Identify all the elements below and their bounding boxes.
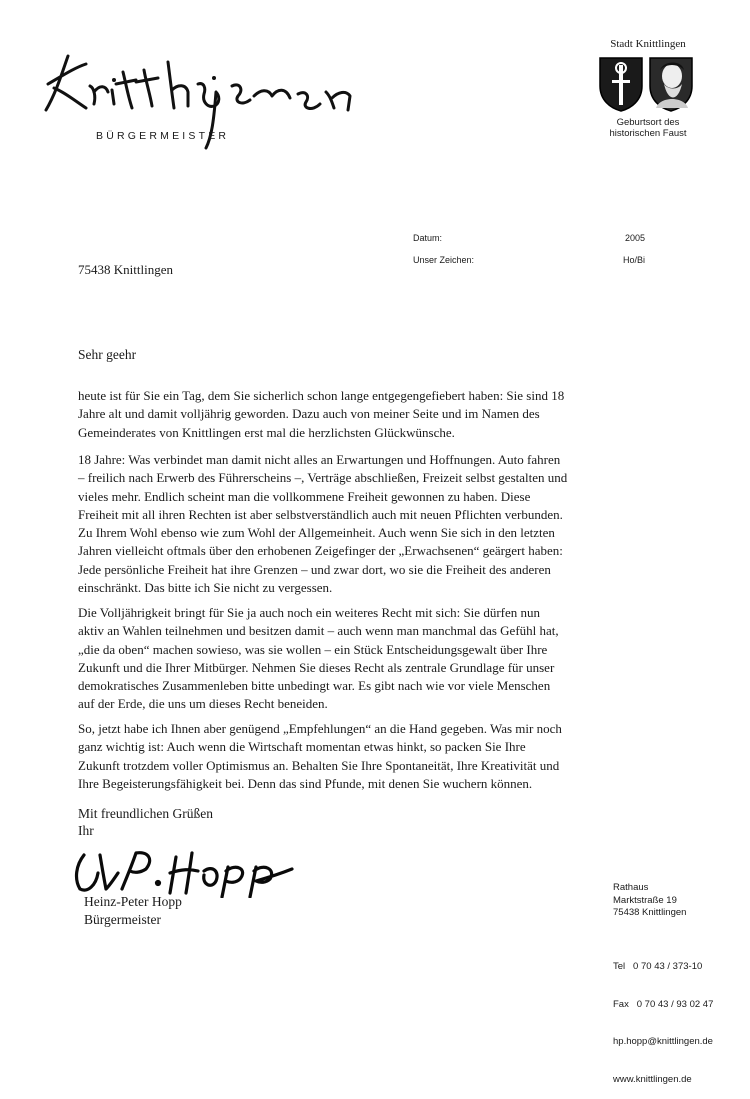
mayor-office-title: BÜRGERMEISTER xyxy=(96,130,230,142)
body-line: Gemeinderates von Knittlingen erst mal die herzlichsten Glückwünsche. xyxy=(78,424,455,440)
reference-label: Unser Zeichen: xyxy=(413,255,475,265)
recipient-address: 75438 Knittlingen xyxy=(78,262,173,277)
body-line: heute ist für Sie ein Tag, dem Sie sicherlich schon lange entgegengefiebert haben: Sie sind 18 xyxy=(78,388,565,403)
body-line: einschränkt. Das bitte ich Sie nicht zu vergessen. xyxy=(78,580,333,596)
coat-of-arms-icon xyxy=(600,58,642,111)
body-line: – freilich nach Erwerb des Führerscheins –, Verträge abschließen, Freizeit selbst gestalten und xyxy=(78,470,568,486)
body-line: Jahren vielleicht oftmals über den erhobenen Zeigefinger der „Erwachsenen“ geärgert haben: xyxy=(78,543,563,559)
body-line: Zukunft und die Ihrer Mitbürger. Nehmen Sie dieses Recht als zentrale Grundlage für unser xyxy=(78,659,555,675)
reference-value: Ho/Bi xyxy=(622,255,645,265)
date-label: Datum: xyxy=(413,233,443,243)
signer-name: Heinz-Peter Hopp xyxy=(84,894,182,909)
signer-title: Bürgermeister xyxy=(84,912,161,927)
birthplace-note xyxy=(596,117,700,139)
body-line: auf der Erde, die uns um dieses Recht beneiden. xyxy=(78,696,328,712)
contact-street: Marktstraße 19 xyxy=(613,894,677,906)
faust-portrait-icon xyxy=(650,58,692,111)
date-value: 2005 xyxy=(624,233,645,243)
body-line: Freiheit mit all ihren Rechten ist aber selbstverständlich auch mit neuen Pflichten verbunden. xyxy=(78,506,563,522)
body-line: ganz wichtig ist: Auch wenn die Wirtschaft momentan etwas hinkt, so packen Sie Ihre xyxy=(78,739,526,755)
contact-city: 75438 Knittlingen xyxy=(613,907,687,918)
body-line: demokratisches Zusammenleben bitte unbedingt war. Es gibt nach wie vor viele Menschen xyxy=(78,678,551,694)
body-line: Zukunft trotzdem voller Optimismus an. Behalten Sie Ihre Spontaneität, Ihre Kreativität und xyxy=(78,757,560,773)
contact-building: Rathaus xyxy=(613,882,649,893)
body-line: Ihre Begeisterungsfähigkeit bei. Denn das sind Pfunde, mit denen Sie wuchern können. xyxy=(78,775,533,791)
paragraph-2 xyxy=(78,451,678,597)
closing-ihr: Ihr xyxy=(78,823,94,838)
body-line: Jahre alt und damit volljährig geworden. Dazu auch von meiner Seite und im Namen des xyxy=(78,406,540,422)
body-line: aktiv an Wahlen teilnehmen und besitzen damit – auch wenn man manchmal das Gefühl hat, xyxy=(78,623,559,639)
contact-tel: Tel 0 70 43 / 373-10 xyxy=(613,961,703,972)
contact-fax: Fax 0 70 43 / 93 02 47 xyxy=(613,998,714,1010)
body-line: Zu Ihrem Wohl ebenso wie zum Wohl der Allgemeinheit. Auch wenn Sie sich in den letzten xyxy=(78,525,555,541)
birthplace-line1: Geburtsort des xyxy=(616,117,680,128)
signer-block xyxy=(84,893,182,929)
contact-web[interactable]: www.knittlingen.de xyxy=(613,1073,692,1085)
handwritten-signature xyxy=(70,843,310,898)
body-line: Jede persönliche Freiheit hat ihre Grenzen – und zwar dort, wo sie die Freiheit des anderen xyxy=(78,561,551,577)
contact-address xyxy=(613,882,686,920)
salutation: Sehr geehr xyxy=(78,347,137,362)
paragraph-3 xyxy=(78,604,678,714)
contact-email[interactable]: hp.hopp@knittlingen.de xyxy=(613,1036,713,1047)
body-line: So, jetzt habe ich Ihnen aber genügend „Empfehlungen“ an die Hand gegeben. Was mir noch xyxy=(78,721,562,736)
paragraph-4 xyxy=(78,720,678,793)
body-line: Die Volljährigkeit bringt für Sie ja auch noch ein weiteres Recht mit sich: Sie dürfen nun xyxy=(78,605,540,620)
body-line: „die da oben“ machen sowieso, was sie wollen – ein Stück Entscheidungsgewalt über Ihre xyxy=(78,641,548,657)
city-name: Stadt Knittlingen xyxy=(610,38,686,50)
city-emblem xyxy=(598,56,696,112)
contact-communication xyxy=(613,936,713,1099)
paragraph-1 xyxy=(78,387,678,442)
closing-greeting: Mit freundlichen Grüßen xyxy=(78,806,213,821)
body-line: vieles mehr. Endlich scheint man die vollkommene Freiheit gewonnen zu haben. Diese xyxy=(78,488,531,504)
birthplace-line2: historischen Faust xyxy=(609,128,687,139)
body-line: 18 Jahre: Was verbindet man damit nicht alles an Erwartungen und Hoffnungen. Auto fahren xyxy=(78,452,561,467)
